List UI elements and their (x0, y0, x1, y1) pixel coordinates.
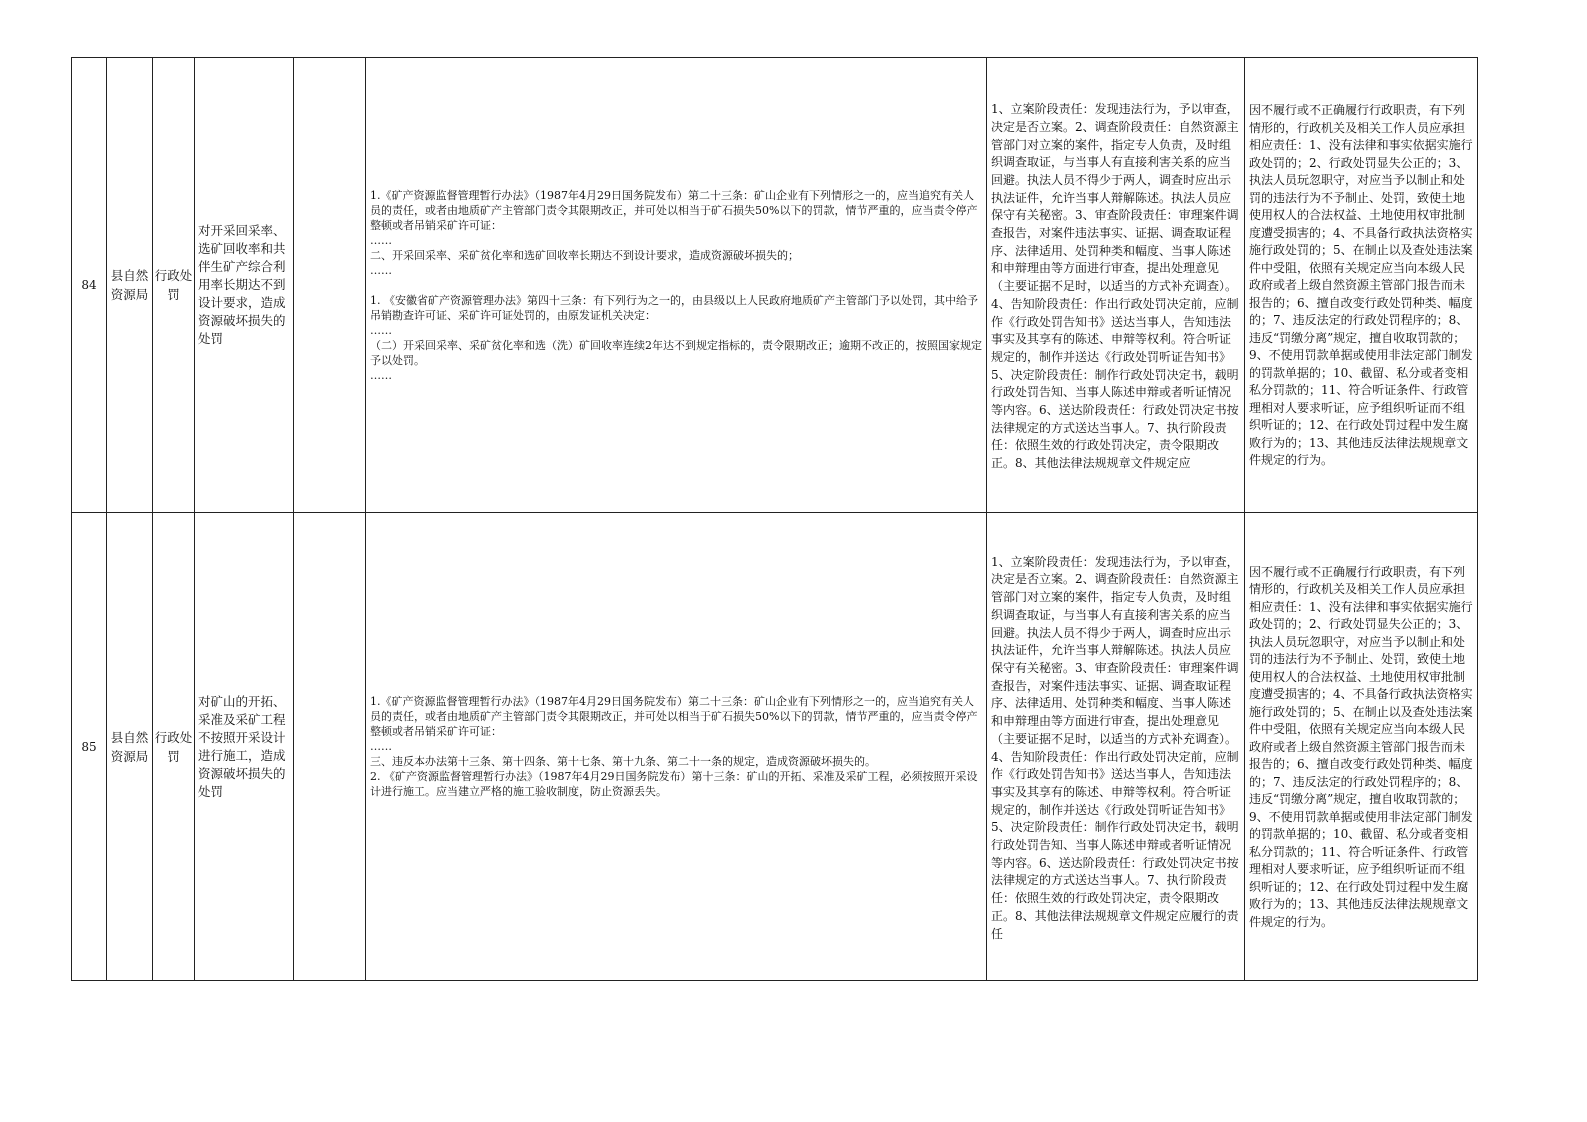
legal-basis-line: …… (370, 740, 392, 753)
power-type-cell: 行政处罚 (153, 58, 195, 513)
legal-basis-line (370, 278, 982, 293)
accountability-cell: 因不履行或不正确履行行政职责，有下列情形的，行政机关及相关工作人员应承担相应责任：1、没有法律和事实依据实施行政处罚的；2、行政处罚显失公正的；3、执法人员玩忽职守，对应当予以制止和处罚的违法行为不予制止、处罚，致使土地使用权人的合法权益、土地使用权审批制度遭受损害的；4、不具备行政执法资格实施行政处罚的；5、在制止以及查处违法案件中受阻，依照有关规定应当向本级人民政府或者上级自然资源主管部门报告而未报告的；6、擅自改变行政处罚种类、幅度的；7、违反法定的行政处罚程序的；8、违反“罚缴分离”规定，擅自收取罚款的；9、不使用罚款单据或使用非法定部门制发的罚款单据的；10、截留、私分或者变相私分罚款的；11、符合听证条件、行政管理相对人要求听证，应予组织听证而不组织听证的；12、在行政处罚过程中发生腐败行为的；13、其他违反法律法规规章文件规定的行为。 (1245, 58, 1478, 513)
legal-basis-line: 三、违反本办法第十三条、第十四条、第十七条、第十九条、第二十一条的规定，造成资源破坏损失的。 (370, 755, 876, 768)
legal-basis-line: 1. 《安徽省矿产资源管理办法》第四十三条：有下列行为之一的，由县级以上人民政府地质矿产主管部门予以处罚，其中给予吊销勘查许可证、采矿许可证处罚的，由原发证机关决定： (370, 293, 978, 322)
table-row (72, 513, 1478, 981)
row-number: 85 (72, 513, 107, 981)
power-list-table (71, 57, 1478, 981)
legal-basis-line: （二）开采回采率、采矿贫化率和选（洗）矿回收率连续2年达不到规定指标的，责令限期改正；逾期不改正的，按照国家规定予以处罚。 (370, 338, 982, 367)
legal-basis-cell (366, 58, 987, 513)
department-cell: 县自然资源局 (107, 513, 153, 981)
legal-basis-line: …… (370, 323, 392, 337)
legal-basis-line: …… (370, 263, 392, 277)
legal-basis-line: 1.《矿产资源监督管理暂行办法》（1987年4月29日国务院发布）第二十三条：矿山企业有下列情形之一的，应当追究有关人员的责任，或者由地质矿产主管部门责令其限期改正，并可处以相当于矿石损失50%以下的罚款，情节严重的，应当责令停产整顿或者吊销采矿许可证： (370, 188, 978, 232)
responsibility-cell: 1、立案阶段责任：发现违法行为，予以审查，决定是否立案。2、调查阶段责任：自然资源主管部门对立案的案件，指定专人负责，及时组织调查取证，与当事人有直接利害关系的应当回避。执法人员不得少于两人，调查时应出示执法证件，允许当事人辩解陈述。执法人员应保守有关秘密。3、审查阶段责任：审理案件调查报告，对案件违法事实、证据、调查取证程序、法律适用、处罚种类和幅度、当事人陈述和申辩理由等方面进行审查，提出处理意见（主要证据不足时，以适当的方式补充调查）。4、告知阶段责任：作出行政处罚决定前，应制作《行政处罚告知书》送达当事人，告知违法事实及其享有的陈述、申辩等权利。符合听证规定的，制作并送达《行政处罚听证告知书》5、决定阶段责任：制作行政处罚决定书，载明行政处罚告知、当事人陈述申辩或者听证情况等内容。6、送达阶段责任：行政处罚决定书按法律规定的方式送达当事人。7、执行阶段责任：依照生效的行政处罚决定，责令限期改正。8、其他法律法规规章文件规定应履行的责任 (987, 513, 1245, 981)
row-number: 84 (72, 58, 107, 513)
sub-item-cell (294, 58, 366, 513)
responsibility-cell: 1、立案阶段责任：发现违法行为，予以审查，决定是否立案。2、调查阶段责任：自然资源主管部门对立案的案件，指定专人负责，及时组织调查取证，与当事人有直接利害关系的应当回避。执法人员不得少于两人，调查时应出示执法证件，允许当事人辩解陈述。执法人员应保守有关秘密。3、审查阶段责任：审理案件调查报告，对案件违法事实、证据、调查取证程序、法律适用、处罚种类和幅度、当事人陈述和申辩理由等方面进行审查，提出处理意见（主要证据不足时，以适当的方式补充调查）。4、告知阶段责任：作出行政处罚决定前，应制作《行政处罚告知书》送达当事人，告知违法事实及其享有的陈述、申辩等权利。符合听证规定的，制作并送达《行政处罚听证告知书》5、决定阶段责任：制作行政处罚决定书，载明行政处罚告知、当事人陈述申辩或者听证情况等内容。6、送达阶段责任：行政处罚决定书按法律规定的方式送达当事人。7、执行阶段责任：依照生效的行政处罚决定，责令限期改正。8、其他法律法规规章文件规定应 (987, 58, 1245, 513)
legal-basis-line: 二、开采回采率、采矿贫化率和选矿回收率长期达不到设计要求，造成资源破坏损失的； (370, 248, 799, 262)
legal-basis-line: 2. 《矿产资源监督管理暂行办法》（1987年4月29日国务院发布）第十三条：矿山的开拓、采准及采矿工程，必须按照开采设计进行施工。应当建立严格的施工验收制度，防止资源丢失。 (370, 770, 978, 798)
item-name-cell: 对矿山的开拓、采准及采矿工程不按照开采设计进行施工，造成资源破坏损失的处罚 (195, 513, 294, 981)
power-type-cell: 行政处罚 (153, 513, 195, 981)
accountability-cell: 因不履行或不正确履行行政职责，有下列情形的，行政机关及相关工作人员应承担相应责任：1、没有法律和事实依据实施行政处罚的；2、行政处罚显失公正的；3、执法人员玩忽职守，对应当予以制止和处罚的违法行为不予制止、处罚，致使土地使用权人的合法权益、土地使用权审批制度遭受损害的；4、不具备行政执法资格实施行政处罚的；5、在制止以及查处违法案件中受阻，依照有关规定应当向本级人民政府或者上级自然资源主管部门报告而未报告的；6、擅自改变行政处罚种类、幅度的；7、违反法定的行政处罚程序的；8、违反“罚缴分离”规定，擅自收取罚款的；9、不使用罚款单据或使用非法定部门制发的罚款单据的；10、截留、私分或者变相私分罚款的；11、符合听证条件、行政管理相对人要求听证，应予组织听证而不组织听证的；12、在行政处罚过程中发生腐败行为的；13、其他违反法律法规规章文件规定的行为。 (1245, 513, 1478, 981)
table-row (72, 58, 1478, 513)
legal-basis-line: …… (370, 368, 392, 382)
sub-item-cell (294, 513, 366, 981)
legal-basis-line: …… (370, 233, 392, 247)
legal-basis-line: 1.《矿产资源监督管理暂行办法》（1987年4月29日国务院发布）第二十三条：矿山企业有下列情形之一的，应当追究有关人员的责任，或者由地质矿产主管部门责令其限期改正，并可处以相当于矿石损失50%以下的罚款，情节严重的，应当责令停产整顿或者吊销采矿许可证： (370, 695, 978, 738)
legal-basis-cell (366, 513, 987, 981)
item-name-cell: 对开采回采率、选矿回收率和共伴生矿产综合利用率长期达不到设计要求，造成资源破坏损失的处罚 (195, 58, 294, 513)
department-cell: 县自然资源局 (107, 58, 153, 513)
